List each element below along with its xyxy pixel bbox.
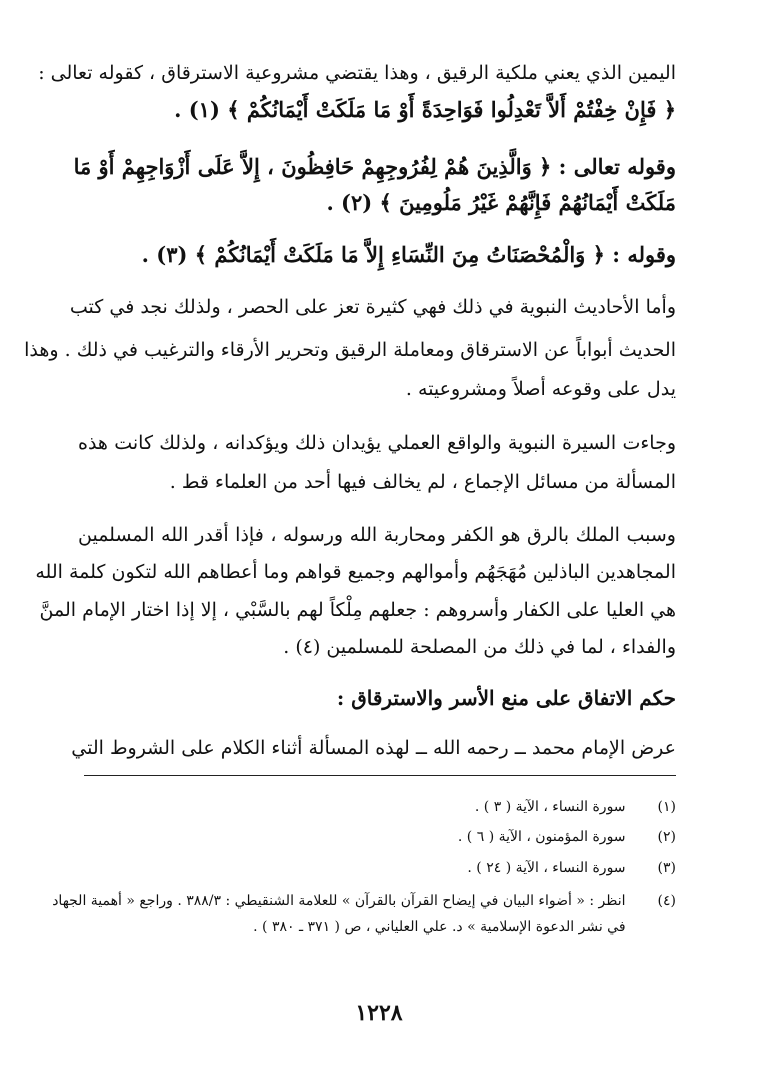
footnote-number: (١) [657, 799, 676, 815]
footnote-text: انظر : « أضواء البيان في إيضاح القرآن بالقرآن » للعلامة الشنقيطي : ٣٨٨/٣ . وراجع « أهمية الجهاد [52, 893, 626, 909]
body-line-section-1: عرض الإمام محمد ــ رحمه الله ــ لهذه المسألة أثناء الكلام على الشروط التي [71, 737, 676, 759]
section-heading: حكم الاتفاق على منع الأسر والاسترقاق : [336, 686, 676, 710]
footnote-text: في نشر الدعوة الإسلامية » د. علي العلياني ، ص ( ٣٧١ ـ ٣٨٠ ) . [253, 919, 626, 935]
body-line-cause-4: والفداء ، لما في ذلك من المصلحة للمسلمين (٤) . [283, 636, 676, 658]
quran-verse-3: وقوله : ﴿ وَالْمُحْصَنَاتُ مِنَ النِّسَاءِ إِلاَّ مَا مَلَكَتْ أَيْمَانُكُمْ ﴾ (٣) . [141, 242, 676, 267]
quran-verse-2b: مَلَكَتْ أَيْمَانُهُمْ فَإِنَّهُمْ غَيْرُ مَلُومِينَ ﴾ (٢) . [326, 190, 676, 215]
footnote-3 [78, 857, 676, 879]
page-number: ١٢٢٨ [355, 1000, 403, 1026]
footnote-1 [78, 796, 676, 818]
quran-verse-1: ﴿ فَإِنْ خِفْتُمْ أَلاَّ تَعْدِلُوا فَوَاحِدَةً أَوْ مَا مَلَكَتْ أَيْمَانُكُمْ ﴾ (١) . [174, 97, 676, 122]
footnote-number: (٢) [657, 829, 676, 845]
footnote-text: سورة النساء ، الآية ( ٢٤ ) . [467, 860, 626, 876]
footnote-4 [52, 890, 676, 912]
body-line-hadith-2: الحديث أبواباً عن الاسترقاق ومعاملة الرقيق وتحرير الأرقاء والترغيب في ذلك . وهذا [24, 339, 676, 361]
footnote-number: (٤) [657, 893, 676, 909]
body-line-sira-1: وجاءت السيرة النبوية والواقع العملي يؤيدان ذلك ويؤكدانه ، ولذلك كانت هذه [78, 432, 676, 454]
footnote-text: سورة النساء ، الآية ( ٣ ) . [474, 799, 626, 815]
body-line-hadith-3: يدل على وقوعه أصلاً ومشروعيته . [405, 378, 676, 400]
quran-verse-2a: وقوله تعالى : ﴿ وَالَّذِينَ هُمْ لِفُرُوجِهِمْ حَافِظُونَ ، إِلاَّ عَلَى أَزْوَاجِهِمْ أَوْ مَا [73, 154, 676, 179]
body-line-hadith-1: وأما الأحاديث النبوية في ذلك فهي كثيرة تعز على الحصر ، ولذلك نجد في كتب [69, 296, 676, 318]
footnote-4-continued [78, 916, 676, 938]
body-line-1: اليمين الذي يعني ملكية الرقيق ، وهذا يقتضي مشروعية الاسترقاق ، كقوله تعالى : [38, 62, 676, 84]
footnote-divider [84, 775, 676, 776]
body-line-sira-2: المسألة من مسائل الإجماع ، لم يخالف فيها أحد من العلماء قط . [169, 471, 676, 493]
body-line-cause-3: هي العليا على الكفار وأسروهم : جعلهم مِلْكاً لهم بالسَّبْي ، إلا إذا اختار الإمام المنَّ [39, 599, 676, 621]
footnote-text: سورة المؤمنون ، الآية ( ٦ ) . [457, 829, 626, 845]
footnote-number: (٣) [657, 860, 676, 876]
body-line-cause-1: وسبب الملك بالرق هو الكفر ومحاربة الله ورسوله ، فإذا أقدر الله المسلمين [78, 524, 676, 546]
body-line-cause-2: المجاهدين الباذلين مُهَجَهُم وأموالهم وجميع قواهم وما أعطاهم الله لتكون كلمة الله [35, 561, 676, 583]
footnote-2 [78, 826, 676, 848]
